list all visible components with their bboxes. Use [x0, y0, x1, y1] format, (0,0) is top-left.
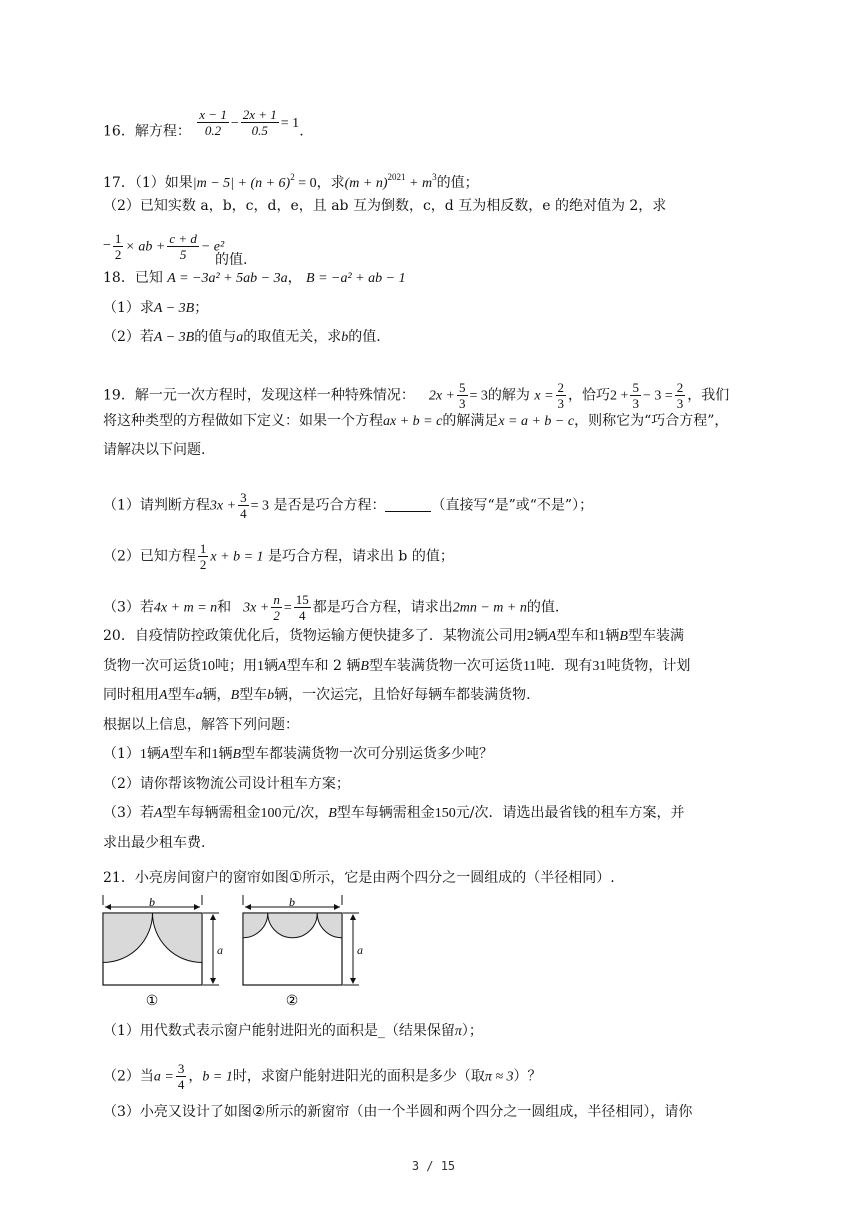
- q19-part2-eq: x + b = 1: [210, 549, 264, 565]
- q19-part3-lead: （3）若: [103, 599, 154, 616]
- q18-var-a: a: [236, 330, 244, 345]
- q16-line: 16．解方程： $\frac{x - 1}{0.2}$ − $\frac{2x + 1}{0.5}$ = 1.: [103, 107, 304, 140]
- q17-eq: = 0: [294, 176, 317, 191]
- q19-part2-lead: （2）已知方程: [103, 548, 196, 565]
- q19-part3-ask: 都是巧合方程，请求出: [312, 599, 453, 616]
- q19-part3-eq1: 4x + m = n: [153, 600, 218, 616]
- q17-number: 17．: [103, 175, 135, 191]
- q21-frac-3-4: $\frac{3}{4}$: [177, 1061, 185, 1092]
- q20-part1: （1）1辆A型车和1辆B型车都装满货物一次可分别运货多少吨？: [103, 746, 494, 762]
- q17-part1-lead: （1）如果: [134, 175, 193, 191]
- figure-2: [243, 895, 363, 1009]
- q18-part2-end: 的值.: [348, 329, 381, 345]
- q19-eq: 2x +: [428, 388, 455, 404]
- q19-part1-lead: （1）请判断方程: [103, 497, 210, 514]
- q17-exponent-2021: 2021: [387, 172, 406, 182]
- figure-ref-2: ②: [251, 1102, 266, 1120]
- q18-part1: （1）求: [103, 300, 154, 316]
- q16-number: 16．: [103, 123, 135, 140]
- q19-part2-frac: $\frac{1}{2}$: [199, 541, 207, 572]
- q18-expr-a: A = −3a² + 5ab − 3a: [167, 271, 288, 286]
- fig2-caption: ②: [285, 994, 299, 1009]
- q16-rhs: = 1: [280, 115, 300, 131]
- q19-part3-eq2: 3x +: [243, 600, 270, 616]
- q17-fraction-half: $\frac{1}{2}$: [114, 231, 122, 262]
- q20-line-1: 20．自疫情防控政策优化后，货物运输方便快捷多了．某物流公司用2辆A型车和1辆B型车装满: [103, 628, 684, 644]
- q18-part2-mid: 的值与: [194, 329, 237, 345]
- q19-def-solution: x = a + b − c: [498, 414, 575, 429]
- q17-ask: ，求: [316, 175, 345, 191]
- q20-line-2: 货物一次可运货10吨；用1辆A型车和 2 辆B型车装满货物一次可运货11吨．现有31吨货物，计划: [103, 658, 691, 674]
- page-number: 3 / 15: [411, 1159, 456, 1173]
- q21-part2: （2）当a = $\frac{3}{4}$ ，b = 1时，求窗户能射进阳光的面积是多少（取π ≈ 3）？: [103, 1061, 542, 1092]
- q18-sep: ，: [287, 270, 302, 286]
- q17-line-4: [103, 250, 247, 270]
- q19-part1-frac: $\frac{3}{4}$: [240, 490, 247, 521]
- q19-frac-5-3: $\frac{5}{3}$: [459, 380, 466, 411]
- q19-check2: − 3 =: [642, 388, 673, 404]
- q19-part1-hint: （直接写“是”或“不是”）；: [431, 497, 594, 514]
- q18-line-3: [103, 327, 381, 348]
- q19-line-2: [103, 411, 728, 432]
- q19-part2-question: 是巧合方程，请求出 b 的值；: [267, 548, 454, 565]
- q16-text: 解方程：: [134, 123, 191, 140]
- q17-part1-end: 的值；: [436, 175, 479, 191]
- q17-expression-2: + m: [405, 176, 433, 191]
- q19-part1-eq2: = 3: [250, 498, 269, 514]
- q19-number: 19．: [103, 387, 135, 404]
- q19-part3-frac-n2: $\frac{n}{2}$: [273, 592, 280, 623]
- q19-line-1: [103, 380, 729, 411]
- q20-part2: （2）请你帮该物流公司设计租车方案；: [103, 776, 350, 792]
- fig2-a-label: a: [357, 943, 363, 957]
- fig2-b-label: b: [289, 895, 295, 909]
- q18-part1-expr: A − 3B: [153, 301, 195, 316]
- q19-x: x =: [534, 388, 554, 404]
- q19-def-eq: ax + b = c: [383, 414, 443, 429]
- q20-line-4: 根据以上信息，解答下列问题：: [103, 717, 299, 733]
- curtain-figures: [95, 893, 375, 1015]
- q17-condition: |m − 5| + (n + 6): [192, 176, 291, 191]
- q19-part1-question: 是否是巧合方程：: [273, 497, 386, 514]
- q17-exponent-3: 3: [432, 172, 437, 182]
- q18-line-2: [103, 298, 208, 319]
- q17-tail: − e²: [200, 239, 225, 255]
- q19-part1: [103, 490, 593, 521]
- q19-part3-eq3: =: [283, 600, 292, 616]
- q17-line-3: − $\frac{1}{2}$ × ab + $\frac{c + d}{5}$ − e²: [103, 231, 225, 262]
- q18-part2-mid2: 的取值无关，求: [243, 329, 342, 345]
- q18-expr-b: B = −a² + ab − 1: [306, 271, 406, 286]
- q21-part1: （1）用代数式表示窗户能射进阳光的面积是_（结果保留π）；: [103, 1023, 483, 1039]
- q19-check-frac: $\frac{5}{3}$: [632, 380, 639, 411]
- q18-line-1: [103, 268, 406, 289]
- q17-end: 的值.: [215, 252, 248, 268]
- q18-part1-end: ；: [194, 300, 209, 316]
- q20-part3: （3）若A型车每辆需租金100元/次，B型车每辆需租金150元/次．请选出最省钱的租车方案，并: [103, 805, 685, 821]
- figure-ref-1: ①: [288, 868, 303, 886]
- q19-part3-end: 的值.: [526, 599, 560, 616]
- q19-part2: [103, 541, 454, 572]
- q20-line-3: 同时租用A型车a辆，B型车b辆，一次运完，且恰好每辆车都装满货物.: [103, 687, 531, 703]
- q19-part3-and: 和: [217, 599, 232, 616]
- q19-check: 2 +: [610, 388, 629, 404]
- q19-coincide: ，恰巧: [568, 387, 611, 404]
- q19-def-end: ，则称它为“巧合方程”，: [574, 413, 729, 429]
- q18-lead: 已知: [134, 270, 163, 286]
- q19-def-mid: 的解满足: [442, 413, 499, 429]
- q19-lead: 解一元一次方程时，发现这样一种特殊情况：: [134, 387, 415, 404]
- fig1-a-label: a: [217, 943, 223, 957]
- q19-part3-expr: 2mn − m + n: [452, 600, 527, 616]
- fig1-caption: ①: [145, 994, 159, 1009]
- q20-part3-line2: 求出最少租车费.: [103, 835, 206, 851]
- q16-fraction-2: $\frac{2x + 1}{0.5}$: [242, 107, 277, 138]
- q17-exponent: 2: [290, 172, 295, 182]
- answer-blank[interactable]: [385, 497, 431, 512]
- q19-line-3: 请解决以下问题.: [103, 442, 206, 458]
- q17-line-1: [103, 167, 479, 194]
- figure-1: [103, 895, 223, 1009]
- fig1-b-label: b: [149, 895, 155, 909]
- q19-eq2: = 3: [469, 388, 488, 404]
- q19-solution-label: 的解为: [487, 387, 530, 404]
- q20-lead: 20．自疫情防控政策优化后，货物运输方便快捷多了．某物流公司用: [103, 628, 527, 644]
- q21-line-1: 21．小亮房间窗户的窗帘如图①所示，它是由两个四分之一圆组成的（半径相同）.: [103, 868, 615, 886]
- q19-part3: [103, 592, 559, 623]
- q16-end: .: [299, 123, 304, 140]
- q19-def-lead: 将这种类型的方程做如下定义：如果一个方程: [103, 413, 383, 429]
- q19-frac-2-3: $\frac{2}{3}$: [557, 380, 565, 411]
- q19-tail: ，我们: [687, 387, 730, 404]
- q19-part3-frac-15-4: $\frac{15}{4}$: [295, 592, 309, 623]
- q17-fraction-cd: $\frac{c + d}{5}$: [169, 231, 197, 262]
- q21-part3: （3）小亮又设计了如图②所示的新窗帘（由一个半圆和两个四分之一圆组成，半径相同），请你: [103, 1102, 693, 1120]
- q18-var-b: b: [341, 330, 349, 345]
- q18-part2: （2）若: [103, 329, 154, 345]
- q18-part2-expr: A − 3B: [153, 330, 195, 345]
- q17-line-2: （2）已知实数 a，b，c，d，e，且 ab 互为倒数，c，d 互为相反数，e 的绝对值为 2，求: [103, 198, 667, 214]
- q19-part1-eq: 3x +: [209, 498, 237, 514]
- q18-number: 18．: [103, 270, 135, 286]
- q19-check-frac2: $\frac{2}{3}$: [676, 380, 684, 411]
- q17-expression: (m + n): [344, 176, 388, 191]
- q17-mid: × ab +: [125, 239, 166, 255]
- q16-fraction-1: $\frac{x - 1}{0.2}$: [199, 107, 227, 138]
